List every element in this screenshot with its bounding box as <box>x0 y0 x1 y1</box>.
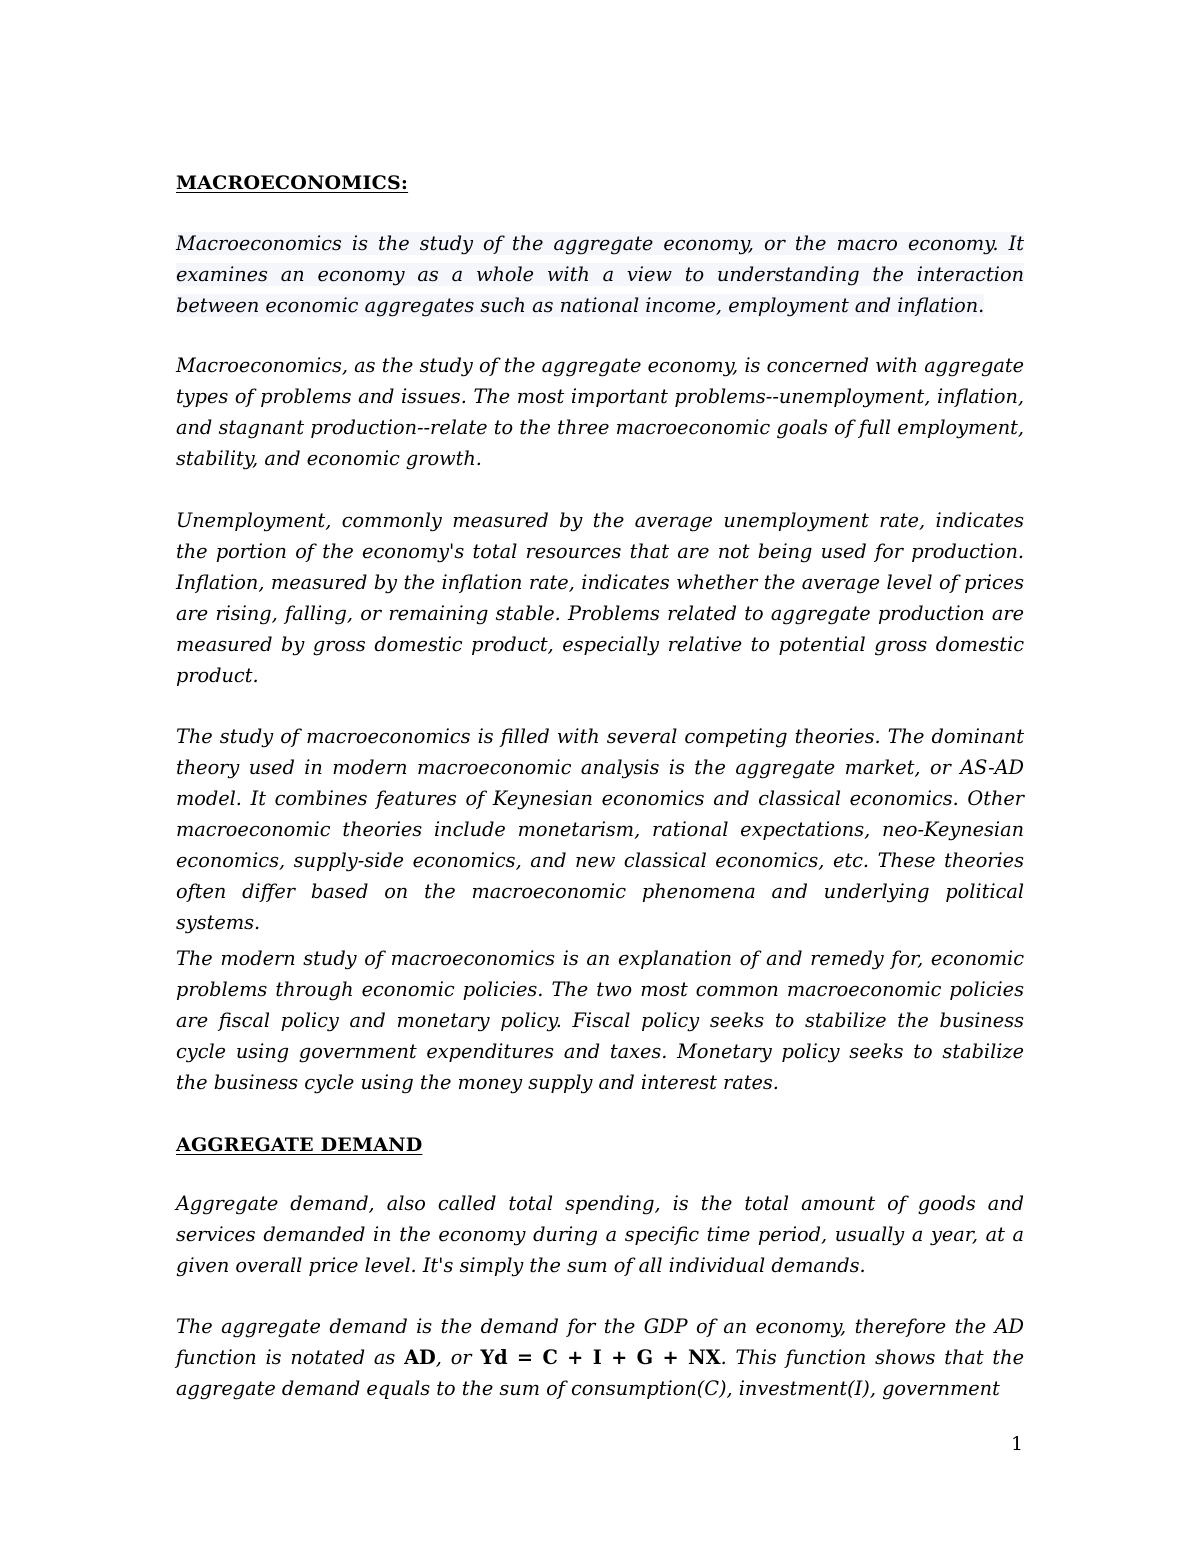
paragraph-unemployment: Unemployment, commonly measured by the average unemployment rate, indicates the portion of the economy's total resources that are not being used for production. Inflation, measured by the inflation rate, indicates whether the average level of prices are rising, falling, or remaining stable. Problems related to aggregate production are measured by gross domestic product, especially relative to potential gross domestic product. <box>176 509 1024 687</box>
paragraph-problems: Macroeconomics, as the study of the aggregate economy, is concerned with aggregate types of problems and issues. The most important problems--unemployment, inflation, and stagnant production--relate to the three macroeconomic goals of full employment, stability, and economic growth. <box>176 354 1024 470</box>
paragraph-definition <box>176 228 1024 321</box>
ad-function-text-2: . This function shows that the aggregate demand equals to the sum of consumption(C), investment(I), government <box>176 1346 1024 1400</box>
paragraph-aggregate-demand-definition: Aggregate demand, also called total spending, is the total amount of goods and services demanded in the economy during a specific time period, usually a year, at a given overall price level. It's simply the sum of all individual demands. <box>176 1192 1024 1277</box>
paragraph-policies: The modern study of macroeconomics is an explanation of and remedy for, economic problems through economic policies. The two most common macroeconomic policies are fiscal policy and monetary policy. Fiscal policy seeks to stabilize the business cycle using government expenditures and taxes. Monetary policy seeks to stabilize the business cycle using the money supply and interest rates. <box>176 947 1024 1094</box>
heading-aggregate-demand: AGGREGATE DEMAND <box>176 1134 423 1156</box>
ad-function-or: , or <box>435 1346 481 1369</box>
ad-symbol: AD <box>404 1346 436 1369</box>
paragraph-theories: The study of macroeconomics is filled with several competing theories. The dominant theory used in modern macroeconomic analysis is the aggregate market, or AS-AD model. It combines features of Keynesian economics and classical economics. Other macroeconomic theories include monetarism, rational expectations, neo-Keynesian economics, supply-side economics, and new classical economics, etc. These theories often differ based on the macroeconomic phenomena and underlying political systems. <box>176 725 1024 934</box>
ad-function-text-1: The aggregate demand is the demand for the GDP of an economy, therefore the AD function is notated as <box>176 1315 1024 1369</box>
paragraph-ad-function <box>176 1311 1024 1404</box>
ad-formula: Yd = C + I + G + NX <box>480 1346 721 1369</box>
highlighted-text: Macroeconomics is the study of the aggregate economy, or the macro economy. It examines an economy as a whole with a view to understanding the interaction between economic aggregates such as national income, employment and inflation. <box>176 232 1024 317</box>
heading-macroeconomics: MACROECONOMICS: <box>176 172 409 194</box>
page-number: 1 <box>1011 1433 1024 1455</box>
